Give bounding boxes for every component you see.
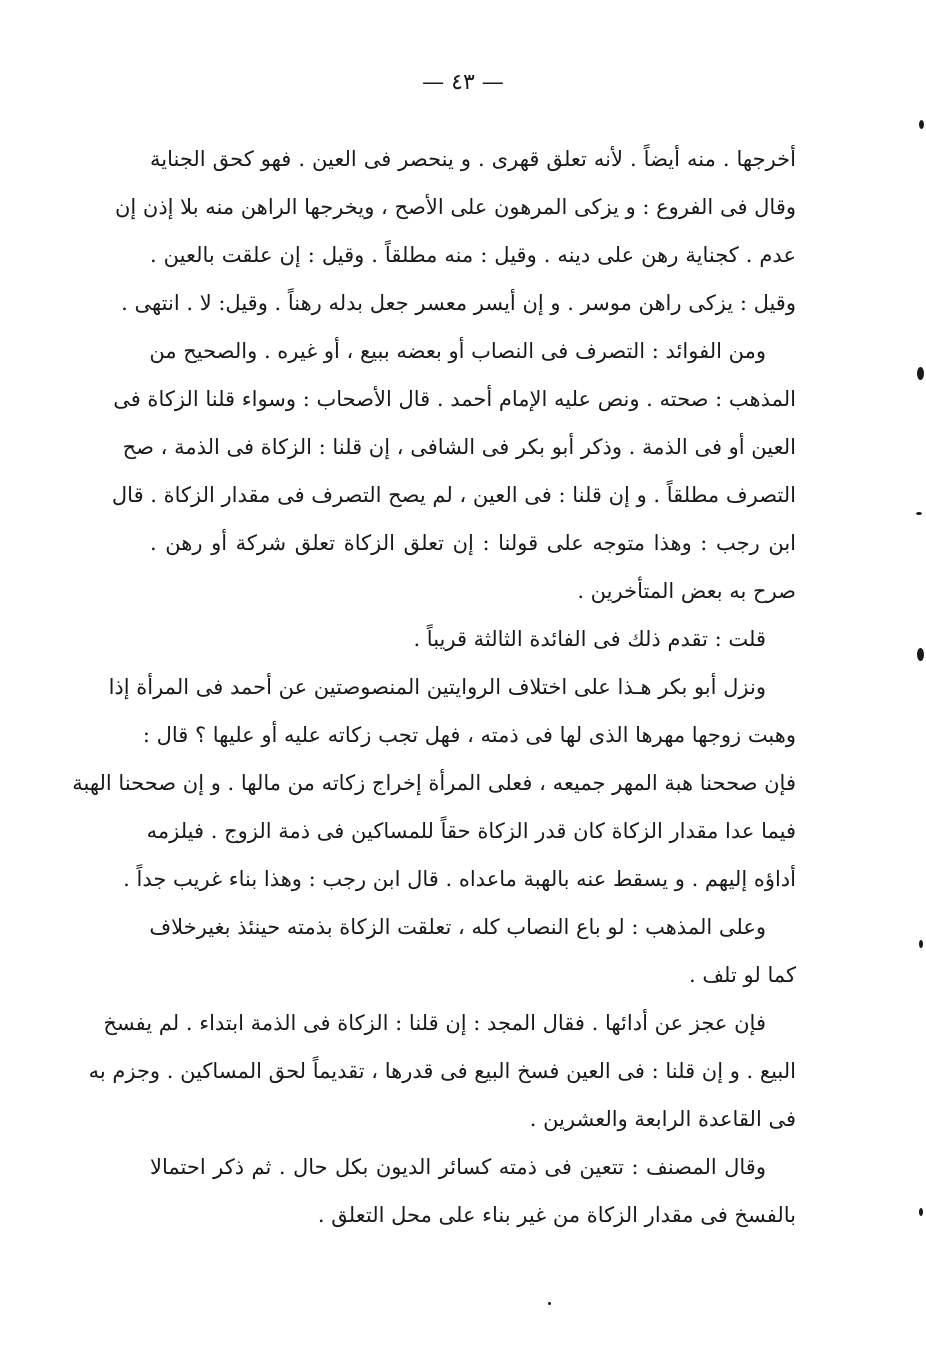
text-line: أداؤه إليهم . و يسقط عنه بالهبة ماعداه . قال ابن رجب : وهذا بناء غريب جداً . <box>123 867 796 891</box>
scan-speck <box>917 648 924 661</box>
text-line: كما لو تلف . <box>688 963 796 987</box>
scan-speck <box>548 1302 551 1305</box>
text-line: العين أو فى الذمة . وذكر أبو بكر فى الشافى ، إن قلنا : الزكاة فى الذمة ، صح <box>122 435 796 459</box>
text-line: قلت : تقدم ذلك فى الفائدة الثالثة قريباً . <box>413 627 766 651</box>
scan-speck <box>919 120 924 129</box>
scan-speck <box>919 1208 923 1216</box>
text-line: صرح به بعض المتأخرين . <box>577 579 796 603</box>
text-line: ابن رجب : وهذا متوجه على قولنا : إن تعلق الزكاة تعلق شركة أو رهن . <box>150 531 796 555</box>
page-number: — ٤٣ — <box>422 70 504 95</box>
text-line: أخرجها . منه أيضاً . لأنه تعلق قهرى . و ينحصر فى العين . فهو كحق الجناية <box>150 147 796 171</box>
text-line: التصرف مطلقاً . و إن قلنا : فى العين ، لم يصح التصرف فى مقدار الزكاة . قال <box>111 483 796 507</box>
text-line: ونزل أبو بكر هـذا على اختلاف الروايتين المنصوصتين عن أحمد فى المرأة إذا <box>108 675 766 699</box>
text-line: فإن صححنا هبة المهر جميعه ، فعلى المرأة إخراج زكاته من مالها . و إن صححنا الهبة <box>72 771 796 795</box>
text-line: المذهب : صحته . ونص عليه الإمام أحمد . قال الأصحاب : وسواء قلنا الزكاة فى <box>113 387 796 411</box>
text-line: وقيل : يزكى راهن موسر . و إن أيسر معسر جعل بدله رهناً . وقيل: لا . انتهى . <box>121 291 796 315</box>
text-line: ومن الفوائد : التصرف فى النصاب أو بعضه ببيع ، أو غيره . والصحيح من <box>149 339 766 363</box>
text-line: فيما عدا مقدار الزكاة كان قدر الزكاة حقاً للمساكين فى ذمة الزوج . فيلزمه <box>146 819 796 843</box>
scan-speck <box>917 367 924 380</box>
scan-speck <box>919 940 923 948</box>
text-line: وهبت زوجها مهرها الذى لها فى ذمته ، فهل تجب زكاته عليه أو عليها ؟ قال : <box>142 723 796 747</box>
text-line: وقال فى الفروع : و يزكى المرهون على الأصح ، ويخرجها الراهن منه بلا إذن إن <box>114 195 796 219</box>
text-line: البيع . و إن قلنا : فى العين فسخ البيع فى قدرها ، تقديماً لحق المساكين . وجزم به <box>88 1059 796 1083</box>
text-line: فى القاعدة الرابعة والعشرين . <box>529 1107 796 1131</box>
body-text <box>72 135 796 1239</box>
scan-speck <box>916 512 922 515</box>
text-line: فإن عجز عن أدائها . فقال المجد : إن قلنا : الزكاة فى الذمة ابتداء . لم يفسخ <box>103 1011 766 1035</box>
text-line: بالفسخ فى مقدار الزكاة من غير بناء على محل التعلق . <box>317 1203 796 1227</box>
text-line: وقال المصنف : تتعين فى ذمته كسائر الديون بكل حال . ثم ذكر احتمالا <box>150 1155 766 1179</box>
text-line: وعلى المذهب : لو باع النصاب كله ، تعلقت الزكاة بذمته حينئذ بغيرخلاف <box>149 915 766 939</box>
text-line: عدم . كجناية رهن على دينه . وقيل : منه مطلقاً . وقيل : إن علقت بالعين . <box>150 243 796 267</box>
